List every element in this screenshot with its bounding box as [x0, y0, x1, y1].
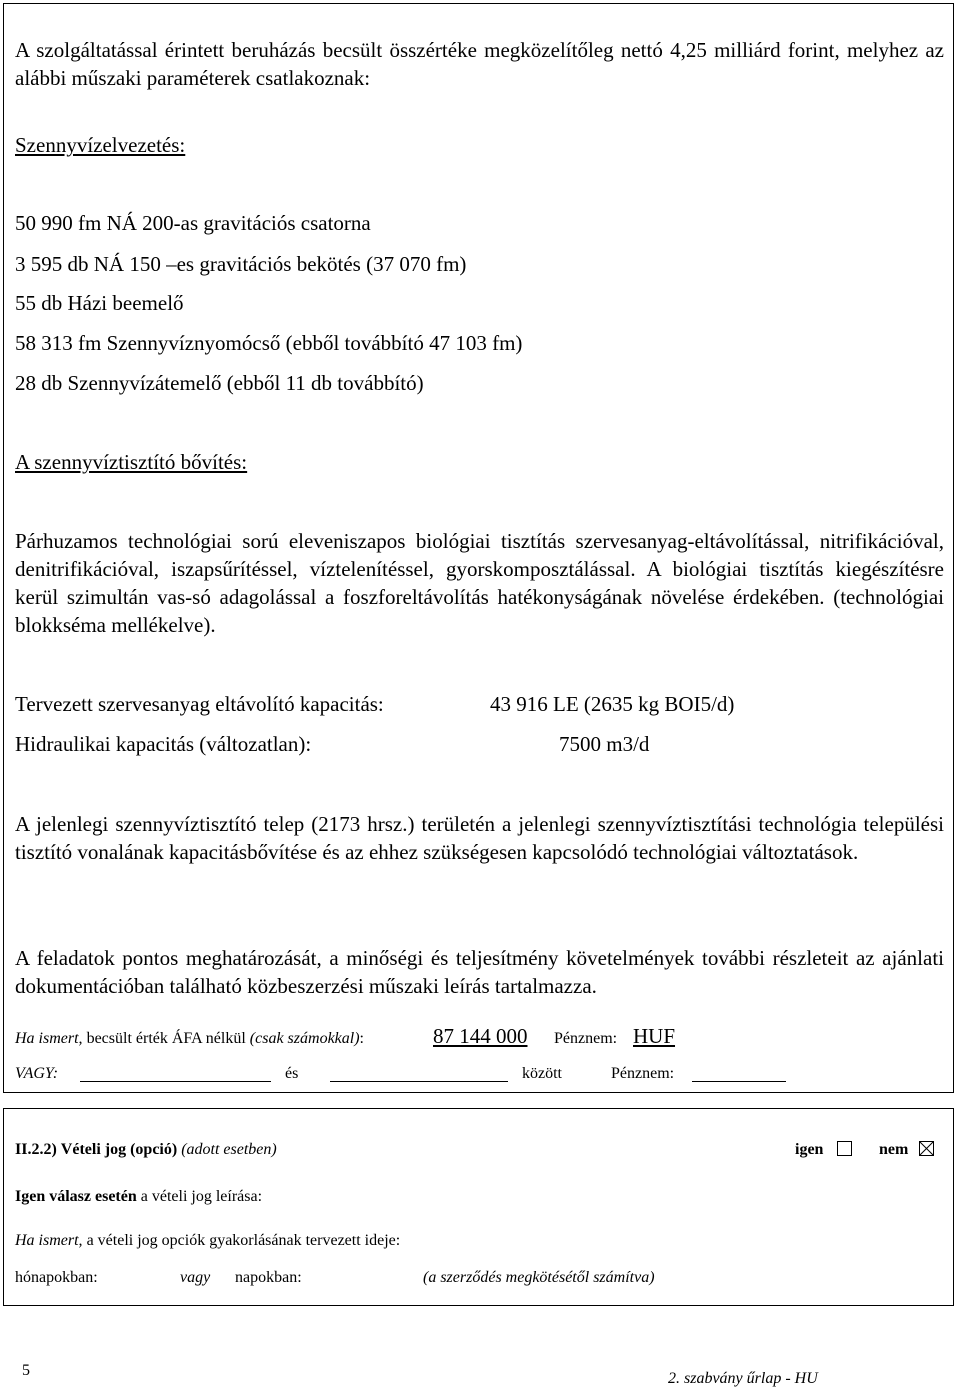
- form-name: 2. szabvány űrlap - HU: [668, 1370, 818, 1387]
- intro-paragraph: A szolgáltatással érintett beruházás becsült összértéke megközelítőleg nettó 4,25 milliárd forint, melyhez az alábbi műszaki paraméterek csatlakoznak:: [15, 38, 944, 90]
- organic-capacity-label: Tervezett szervesanyag eltávolító kapacitás:: [15, 692, 384, 716]
- currency-label: Pénznem:: [554, 1030, 618, 1047]
- days-label: napokban:: [235, 1269, 302, 1286]
- currency-value: HUF: [633, 1024, 676, 1048]
- or-label: VAGY:: [15, 1065, 59, 1082]
- if-known-label: Ha ismert,: [15, 1030, 83, 1047]
- option-known-label: Ha ismert,: [15, 1232, 83, 1249]
- sewer-item: 3 595 db NÁ 150 –es gravitációs bekötés (37 070 fm): [15, 252, 467, 276]
- option-note: (adott esetben): [181, 1141, 277, 1158]
- sewer-item: 55 db Házi beemelő: [15, 291, 184, 315]
- or-word: vagy: [180, 1269, 211, 1286]
- option-description-text: a vételi jog leírása:: [140, 1188, 263, 1205]
- range-from-field[interactable]: [80, 1081, 271, 1082]
- sewer-item: 28 db Szennyvízátemelő (ebből 11 db továbbító): [15, 371, 424, 395]
- organic-capacity-value: 43 916 LE (2635 kg BOI5/d): [490, 692, 735, 716]
- tasks-paragraph: A feladatok pontos meghatározását, a minőségi és teljesítmény követelmények további részleteit az ajánlati dokumentációban található közbeszerzési műszaki leírás tartalmazza.: [15, 946, 944, 998]
- numbers-only-note: (csak számokkal): [249, 1030, 360, 1047]
- estimated-value-row: [15, 1029, 364, 1049]
- option-title: Vételi jog (opció): [60, 1141, 178, 1158]
- months-label: hónapokban:: [15, 1269, 98, 1286]
- no-checkbox[interactable]: [919, 1141, 934, 1156]
- and-label: és: [285, 1065, 299, 1082]
- option-number: II.2.2): [15, 1141, 57, 1158]
- yes-checkbox[interactable]: [837, 1141, 852, 1156]
- sewer-item: 58 313 fm Szennyvíznyomócső (ebből továbbító 47 103 fm): [15, 331, 523, 355]
- range-currency-field[interactable]: [692, 1081, 786, 1082]
- estimated-value-label: becsült érték ÁFA nélkül: [86, 1030, 246, 1047]
- colon: :: [359, 1030, 364, 1047]
- checked-x-icon: [920, 1142, 933, 1155]
- range-to-field[interactable]: [330, 1081, 508, 1082]
- hydraulic-capacity-label: Hidraulikai kapacitás (változatlan):: [15, 732, 312, 756]
- sewer-item: 50 990 fm NÁ 200-as gravitációs csatorna: [15, 211, 371, 235]
- page-number: 5: [22, 1362, 30, 1379]
- estimated-amount: 87 144 000: [433, 1024, 528, 1048]
- option-time-row: [15, 1231, 400, 1251]
- sewer-heading: Szennyvízelvezetés:: [15, 133, 186, 157]
- hydraulic-capacity-value: 7500 m3/d: [559, 732, 650, 756]
- option-description-row: [15, 1187, 262, 1207]
- no-label: nem: [879, 1141, 909, 1158]
- option-title-row: [15, 1140, 277, 1160]
- from-contract-note: (a szerződés megkötésétől számítva): [423, 1269, 655, 1286]
- plant-paragraph: Párhuzamos technológiai sorú eleveniszapos biológiai tisztítás szervesanyag-eltávolítással, nitrifikációval, denitrifikációval, iszapsűrítéssel, víztelenítéssel, gyorskomposztálással. A biológiai tisztítás kiegészítésre kerül szimultán vas-só adagolással a foszforeltávolítás hatékonyságának növelése érdekében. (technológiai blokkséma mellékelve).: [15, 529, 944, 637]
- between-label: között: [522, 1065, 562, 1082]
- range-currency-label: Pénznem:: [611, 1065, 675, 1082]
- plant-heading: A szennyvíztisztító bővítés:: [15, 450, 248, 474]
- yes-label: igen: [795, 1141, 824, 1158]
- option-time-text: a vételi jog opciók gyakorlásának tervezett ideje:: [86, 1232, 401, 1249]
- site-paragraph: A jelenlegi szennyvíztisztító telep (2173 hrsz.) területén a jelenlegi szennyvíztisztítási technológia települési tisztító vonalának kapacitásbővítése és az ehhez szükségesen kapcsolódó technológiai változtatások.: [15, 812, 944, 864]
- option-description-bold: Igen válasz esetén: [15, 1188, 137, 1205]
